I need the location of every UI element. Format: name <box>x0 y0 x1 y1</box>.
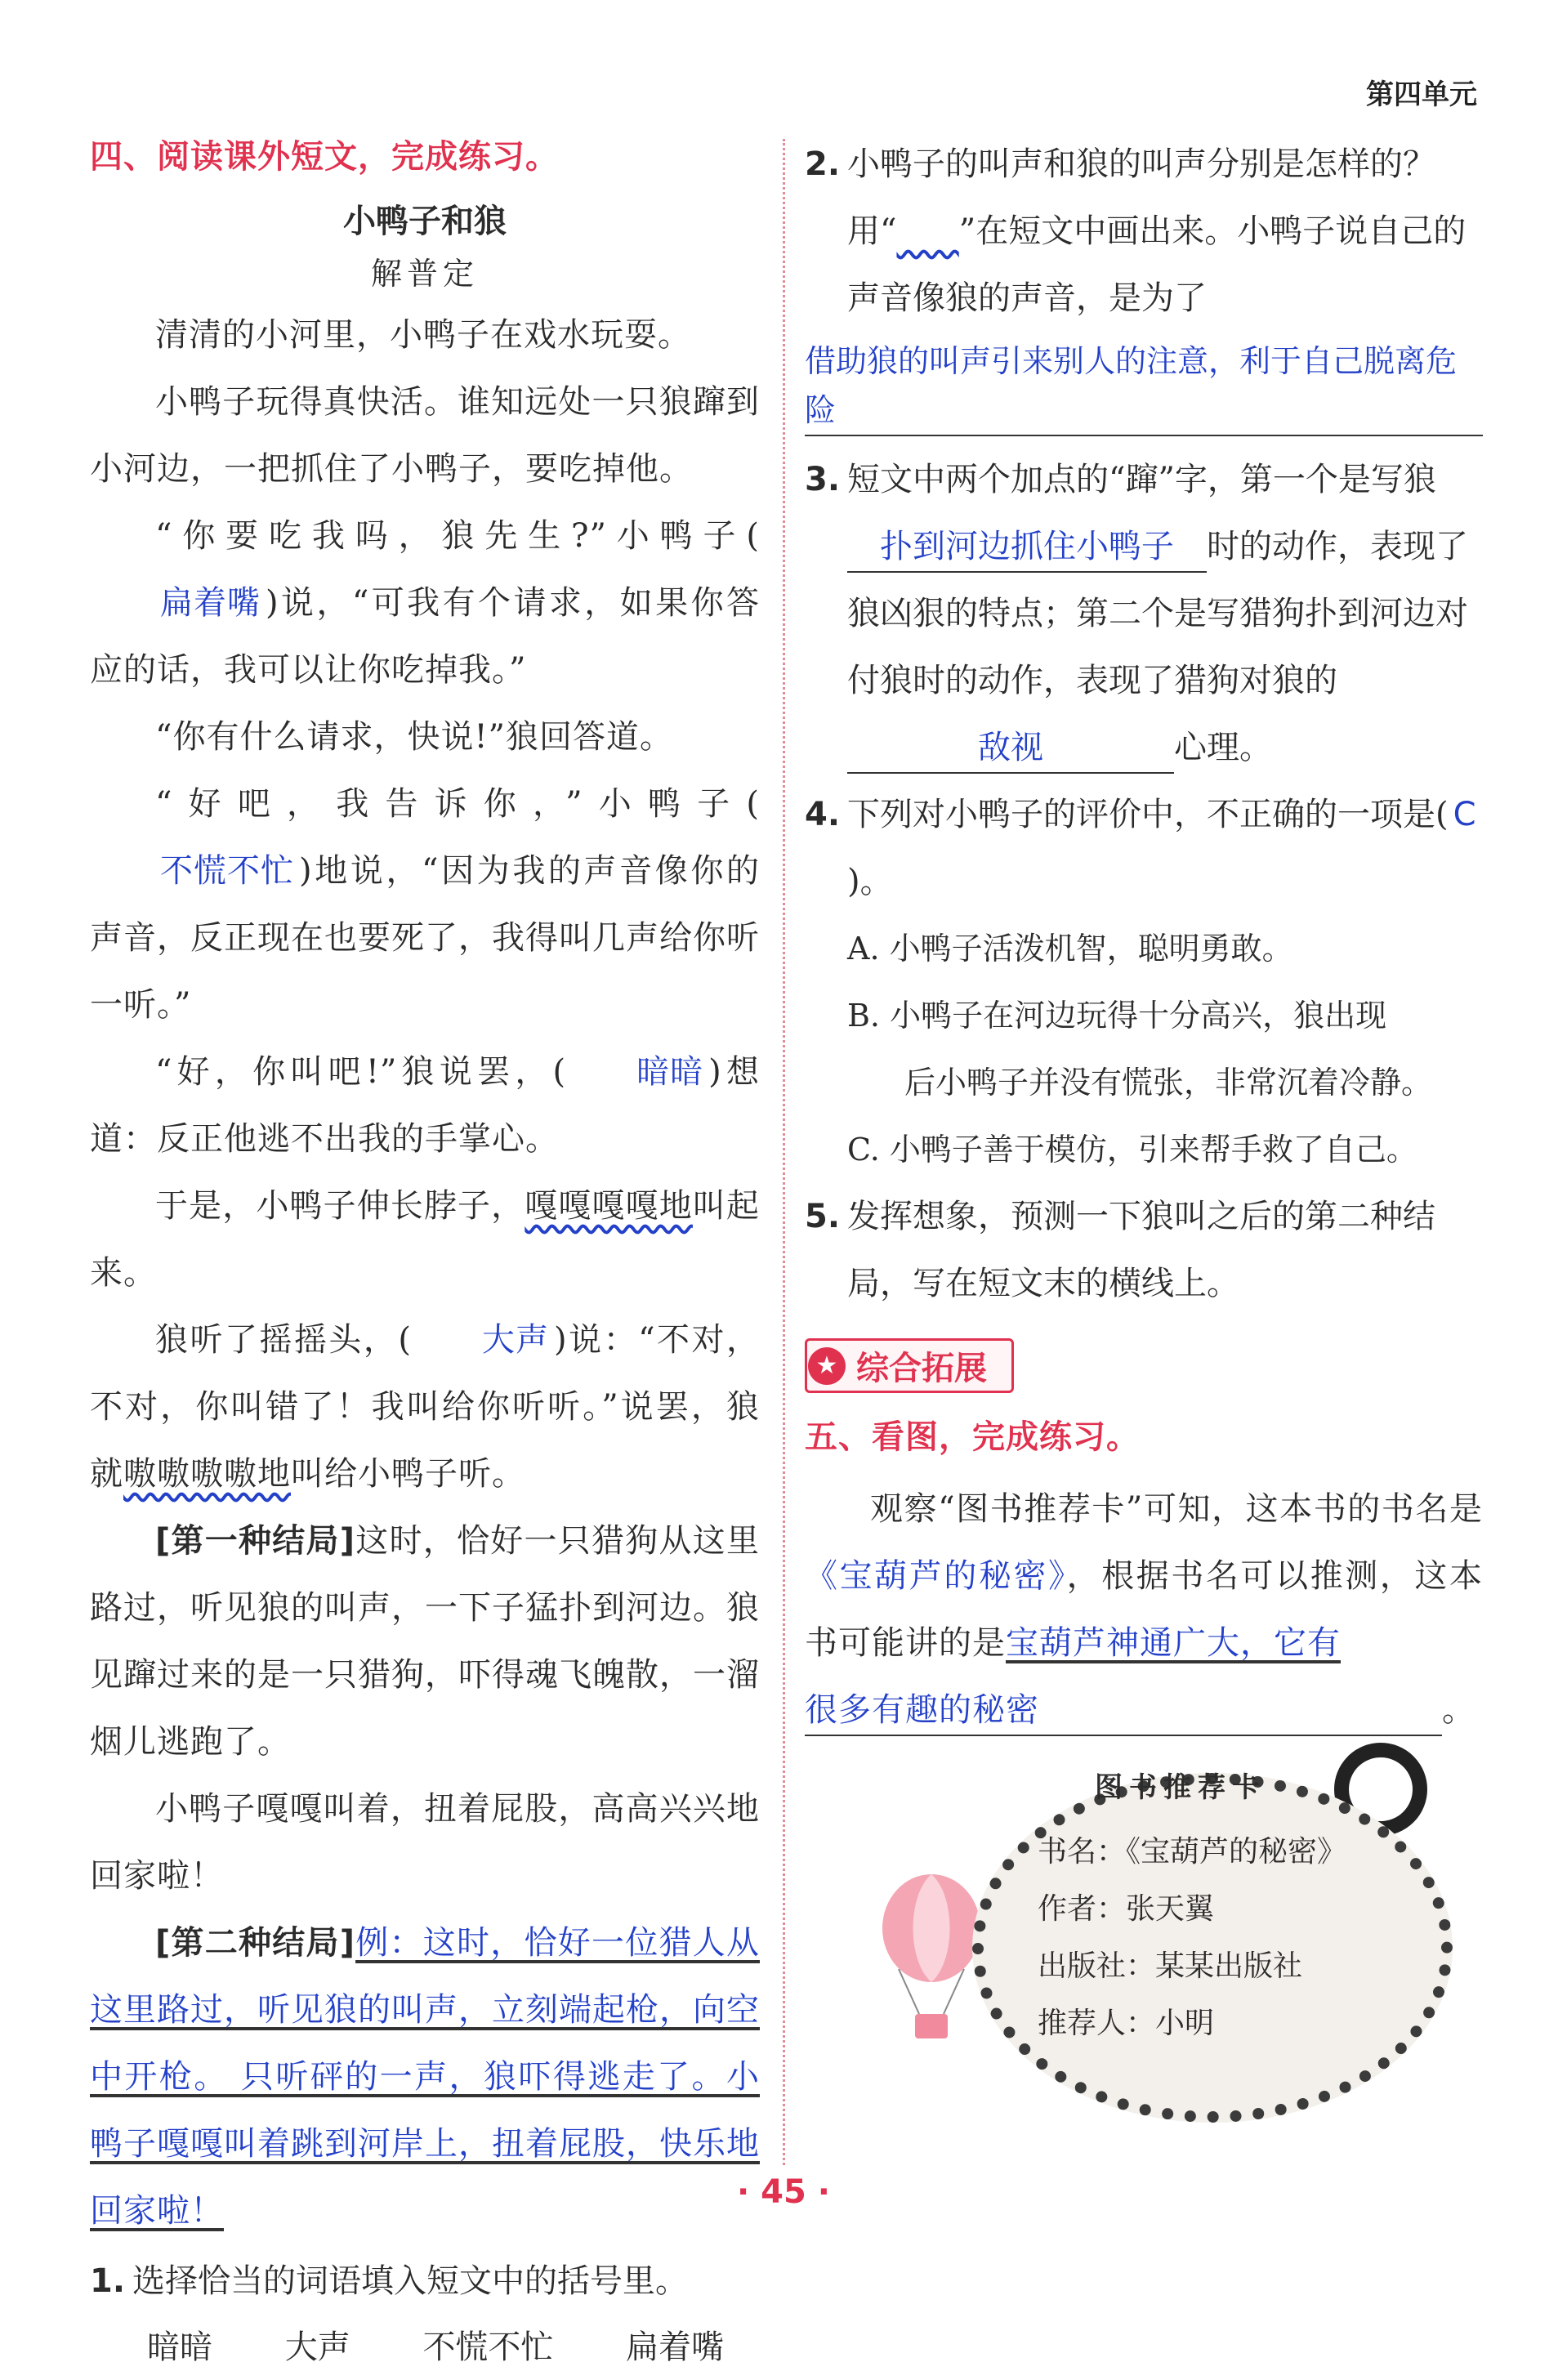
section-5-text-b: ，根据书名可以推测，这本书可能讲的是 <box>805 1557 1484 1662</box>
story-paragraph <box>90 1038 760 1172</box>
ending-2-label: [第二种结局] <box>155 1924 356 1962</box>
banner-label: 综合拓展 <box>805 1338 1014 1393</box>
left-column <box>90 131 760 2380</box>
option-b-line-2: 后小鸭子并没有慌张，非常沉着冷静。 <box>904 1065 1433 1101</box>
question-4-text-a: 下列对小鸭子的评价中，不正确的一项是( <box>847 796 1449 833</box>
option-b <box>805 982 1483 1116</box>
question-1 <box>90 2248 760 2315</box>
column-divider <box>783 139 785 2165</box>
story-paragraph: “好吧，我告诉你，”小鸭子(不慌不忙 )地说，“因为我的声音像你的声音，反正现在也要死了，我得叫几声给你听一听。” <box>90 785 760 1024</box>
star-icon: ★ <box>808 1347 846 1385</box>
ending-2-answer: 例：这时，恰好一位猎人从这里路过，听见狼的叫声，立刻端起枪，向空中开枪。 只听砰的一声，狼吓得逃走了。小鸭子嘎嘎叫着跳到河岸上，扭着屁股，快乐地回家啦！ <box>90 1924 761 2230</box>
story-paragraph: “你要吃我吗，狼先生?”小鸭子(扁着嘴 )说，“可我有个请求，如果你答应的话，我可以让你吃掉我。” <box>90 517 760 689</box>
card-book-name: 书名：《宝葫芦的秘密》 <box>1038 1835 1347 1869</box>
unit-header: 第四单元 <box>1366 78 1477 111</box>
card-publisher: 出版社：某某出版社 <box>1038 1949 1303 1983</box>
story-text: “你要吃我吗，狼先生?”小鸭子 <box>155 517 747 555</box>
story-paragraph: 小鸭子嘎嘎叫着，扭着屁股，高高兴兴地回家啦！ <box>90 1790 760 1895</box>
story-text: 叫给小鸭子听。 <box>291 1455 525 1493</box>
section-5-paragraph <box>805 1476 1483 1677</box>
question-3-answer-1: 扑到河边抓住小鸭子 <box>847 522 1207 573</box>
story-text: )说：“不对，不对，你叫错了！我叫给你听听。”说罢，狼就 <box>90 1321 760 1493</box>
question-4 <box>805 781 1483 915</box>
question-4-answer: C <box>1453 796 1476 833</box>
book-name-answer: 《宝葫芦的秘密》 <box>805 1557 1067 1595</box>
question-2 <box>805 131 1483 332</box>
option-a: A. 小鸭子活泼机智，聪明勇敢。 <box>847 931 1293 967</box>
word-choices <box>90 2315 760 2380</box>
answer-anan: 暗暗 <box>636 1053 704 1091</box>
card-recommender: 推荐人：小明 <box>1038 2007 1215 2040</box>
story-text: “好吧，我告诉你，”小鸭子 <box>155 785 747 823</box>
ending-1-label: [第一种结局] <box>155 1522 356 1560</box>
story-text: )想道：反正他逃不出我的手掌心。 <box>90 1053 760 1158</box>
wavy-line-sample <box>896 212 958 250</box>
section-5-title: 五、看图，完成练习。 <box>805 1418 1140 1456</box>
question-5 <box>805 1183 1483 1317</box>
word-choice: 扁着嘴 <box>626 2329 725 2366</box>
story-paragraph: “你有什么请求，快说!”狼回答道。 <box>155 718 673 756</box>
page-number: · 45 · <box>737 2173 830 2211</box>
book-recommendation-card <box>923 1740 1487 2141</box>
question-3 <box>805 446 1483 781</box>
question-3-text-a: 短文中两个加点的“蹿”字，第一个是写狼 <box>847 461 1436 498</box>
word-choice: 暗暗 <box>147 2329 212 2366</box>
option-b-line-1: B. 小鸭子在河边玩得十分高兴，狼出现 <box>847 998 1387 1034</box>
question-3-text-c: 心理。 <box>1174 729 1272 766</box>
story-paragraph <box>90 1172 760 1306</box>
question-4-text-b: )。 <box>847 863 893 900</box>
answer-bianzhezui: 扁着嘴 <box>160 584 261 622</box>
story-paragraph: 清清的小河里，小鸭子在戏水玩耍。 <box>155 316 691 354</box>
question-5-text: 发挥想象，预测一下狼叫之后的第二种结局，写在短文末的横线上。 <box>847 1198 1435 1302</box>
question-5-number: 5. <box>805 1198 841 1235</box>
word-choice: 大声 <box>284 2329 350 2366</box>
section-5-paragraph-cont <box>805 1677 1483 1744</box>
question-1-text: 选择恰当的词语填入短文中的括号里。 <box>132 2262 688 2300</box>
book-content-answer-2: 很多有趣的秘密 <box>805 1686 1442 1736</box>
question-2-text-a: 小鸭子的叫声和狼的叫声分别是怎样的？用“ <box>847 145 1435 250</box>
book-content-answer-1: 宝葫芦神通广大，它有 <box>1006 1624 1341 1662</box>
right-column <box>805 131 1483 1744</box>
wolf-sound-wavy: 嗷嗷嗷嗷地 <box>123 1455 291 1493</box>
story-title: 小鸭子和狼 <box>343 203 507 240</box>
story-author: 解普定 <box>370 256 479 292</box>
story-text: “好，你叫吧!”狼说罢，( <box>155 1053 567 1091</box>
question-3-answer-2: 敌视 <box>847 723 1174 774</box>
comprehensive-extension-banner <box>805 1338 1014 1393</box>
section-5-text-a: 观察“图书推荐卡”可知，这本书的书名是 <box>870 1490 1483 1528</box>
story-text: 说，“可我有个请求，如果你答应的话，我可以让你吃掉我。” <box>90 584 760 689</box>
question-4-number: 4. <box>805 796 841 833</box>
ending-1-text: 这时，恰好一只猎狗从这里路过，听见狼的叫声，一下子猛扑到河边。狼见蹿过来的是一只猎狗，吓得魂飞魄散，一溜烟儿逃跑了。 <box>90 1522 761 1761</box>
question-1-number: 1. <box>90 2262 126 2300</box>
question-2-answer: 借助狼的叫声引来别人的注意，利于自己脱离危险 <box>805 337 1483 436</box>
duck-sound-wavy: 嘎嘎嘎嘎地 <box>525 1187 693 1225</box>
section-4-title: 四、阅读课外短文，完成练习。 <box>90 138 559 176</box>
answer-dasheng: 大声 <box>482 1321 550 1359</box>
story-paragraph: 小鸭子玩得真快活。谁知远处一只狼蹿到小河边，一把抓住了小鸭子，要吃掉他。 <box>90 383 760 488</box>
question-2-number: 2. <box>805 145 841 183</box>
story-text: 狼听了摇摇头，( <box>155 1321 413 1359</box>
answer-buhuangbumang: 不慌不忙 <box>160 852 294 890</box>
story-text: 叫起来。 <box>90 1187 761 1292</box>
story-paragraph <box>90 1306 760 1507</box>
story-text: 地说，“因为我的声音像你的声音，反正现在也要死了，我得叫几声给你听一听。” <box>90 852 760 1024</box>
question-3-text-b: 时的动作，表现了狼凶狠的特点；第二个是写猎狗扑到河边对付狼时的动作，表现了猎狗对狼的 <box>847 528 1468 699</box>
card-title: 图书推荐卡 <box>1095 1771 1266 1804</box>
story-paragraph <box>90 1507 760 1775</box>
card-author: 作者：张天翼 <box>1038 1892 1215 1926</box>
word-choice: 不慌不忙 <box>422 2329 554 2366</box>
option-c: C. 小鸭子善于模仿，引来帮手救了自己。 <box>847 1132 1417 1168</box>
question-3-number: 3. <box>805 461 841 498</box>
story-text: 于是，小鸭子伸长脖子， <box>155 1187 525 1225</box>
section-5-end: 。 <box>1442 1691 1475 1729</box>
question-2-text-b: ”在短文中画出来。小鸭子说自己的声音像狼的声音，是为了 <box>847 212 1467 317</box>
